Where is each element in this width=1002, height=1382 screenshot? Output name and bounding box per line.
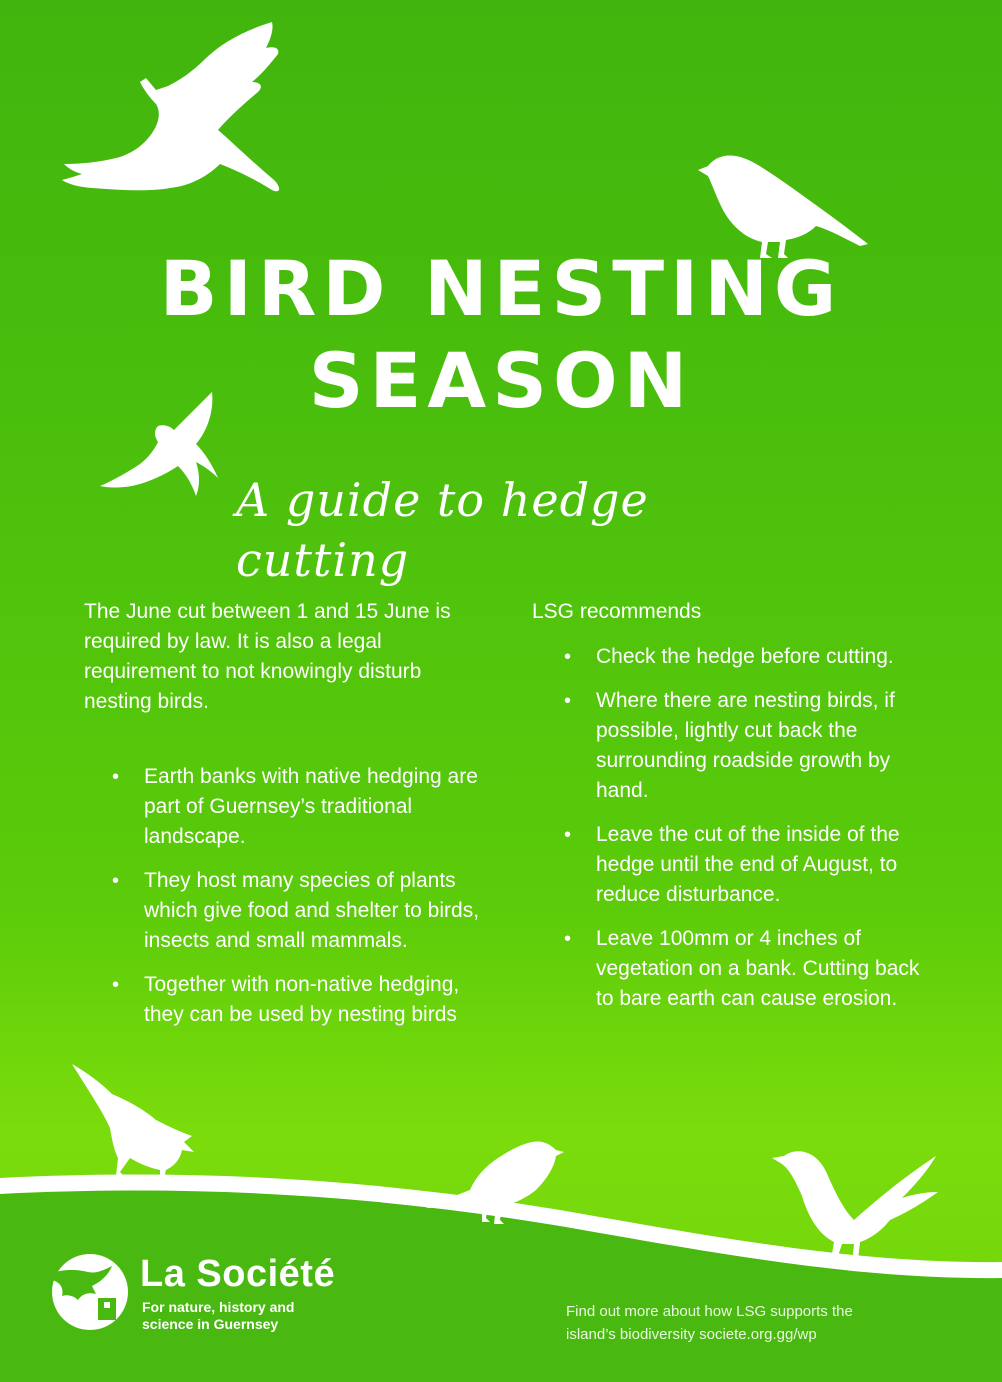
page-title-line-2: SEASON xyxy=(308,336,694,425)
recommendation-item: • Check the hedge before cutting. xyxy=(560,642,940,672)
recommendation-item: • Where there are nesting birds, if possible, lightly cut back the surrounding roadside growth by hand. xyxy=(560,686,940,806)
left-bullet-item: • Together with non-native hedging, they can be used by nesting birds xyxy=(108,970,488,1030)
page-title-line-1: BIRD NESTING xyxy=(159,244,843,333)
recommendation-item: • Leave the cut of the inside of the hedge until the end of August, to reduce disturbance. xyxy=(560,820,940,910)
left-bullet-item: • They host many species of plants which give food and shelter to birds, insects and small mammals. xyxy=(108,866,488,956)
flying-bird-icon xyxy=(60,20,290,220)
long-tail-bird-icon xyxy=(770,1150,940,1266)
subtitle: A guide to hedge cutting xyxy=(236,473,649,587)
left-bullet-item: • Earth banks with native hedging are part of Guernsey’s traditional landscape. xyxy=(108,762,488,852)
org-tagline: For nature, history and science in Guernsey xyxy=(142,1299,295,1332)
la-societe-logo-icon xyxy=(38,1250,132,1334)
org-name: La Société xyxy=(140,1253,336,1295)
recommendations-heading: LSG recommends xyxy=(532,600,702,623)
wagtail-icon xyxy=(70,1060,200,1178)
footer-note: Find out more about how LSG supports the island’s biodiversity societe.org.gg/wp xyxy=(566,1303,853,1343)
robin-icon xyxy=(426,1140,566,1224)
intro-paragraph: The June cut between 1 and 15 June is required by law. It is also a legal requirement to not knowingly disturb nesting birds. xyxy=(84,600,451,713)
recommendations-list xyxy=(560,642,940,1028)
recommendation-item: • Leave 100mm or 4 inches of vegetation on a bank. Cutting back to bare earth can cause erosion. xyxy=(560,924,940,1014)
left-bullet-list xyxy=(108,762,488,1044)
